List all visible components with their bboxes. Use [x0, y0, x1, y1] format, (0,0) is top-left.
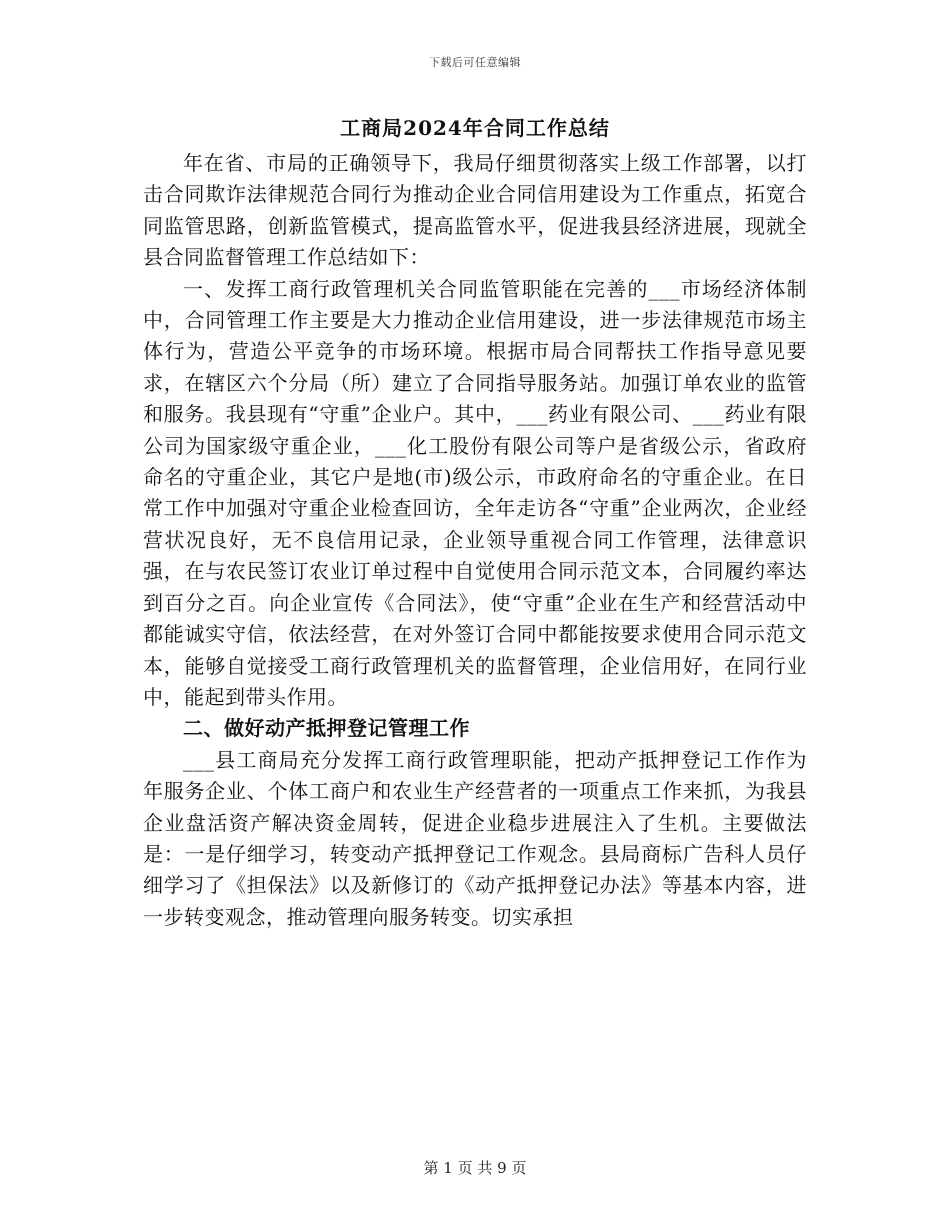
section-one-paragraph: 一、发挥工商行政管理机关合同监管职能在完善的___市场经济体制中，合同管理工作主要是大力推动企业信用建设，进一步法律规范市场主体行为，营造公平竞争的市场环境。根据市局合同帮扶工作指导意见要求，在辖区六个分局（所）建立了合同指导服务站。加强订单农业的监管和服务。我县现有“守重”企业户。其中，___药业有限公司、___药业有限公司为国家级守重企业，___化工股份有限公司等户是省级公示，省政府命名的守重企业，其它户是地(市)级公示，市政府命名的守重企业。在日常工作中加强对守重企业检查回访，全年走访各“守重”企业两次，企业经营状况良好，无不良信用记录，企业领导重视合同工作管理，法律意识强，在与农民签订农业订单过程中自觉使用合同示范文本，合同履约率达到百分之百。向企业宣传《合同法》，使“守重”企业在生产和经营活动中都能诚实守信，依法经营，在对外签订合同中都能按要求使用合同示范文本，能够自觉接受工商行政管理机关的监督管理，企业信用好，在同行业中，能起到带头作用。	[143, 276, 807, 709]
section-two-paragraph: ___县工商局充分发挥工商行政管理职能，把动产抵押登记工作作为年服务企业、个体工商户和农业生产经营者的一项重点工作来抓，为我县企业盘活资产解决资金周转，促进企业稳步进展注入了生机。主要做法是：一是仔细学习，转变动产抵押登记工作观念。县局商标广告科人员仔细学习了《担保法》以及新修订的《动产抵押登记办法》等基本内容，进一步转变观念，推动管理向服务转变。切实承担	[143, 747, 807, 929]
document-title: 工商局2024年合同工作总结	[340, 116, 610, 140]
document-body	[143, 148, 807, 933]
section-two-heading: 二、做好动产抵押登记管理工作	[183, 716, 470, 741]
page-number-footer: 第 1 页 共 9 页	[423, 1159, 527, 1177]
page-header-note: 下载后可任意编辑	[429, 56, 521, 69]
intro-paragraph: 年在省、市局的正确领导下，我局仔细贯彻落实上级工作部署，以打击合同欺诈法律规范合同行为推动企业合同信用建设为工作重点，拓宽合同监管思路，创新监管模式，提高监管水平，促进我县经济进展，现就全县合同监督管理工作总结如下：	[143, 151, 807, 270]
